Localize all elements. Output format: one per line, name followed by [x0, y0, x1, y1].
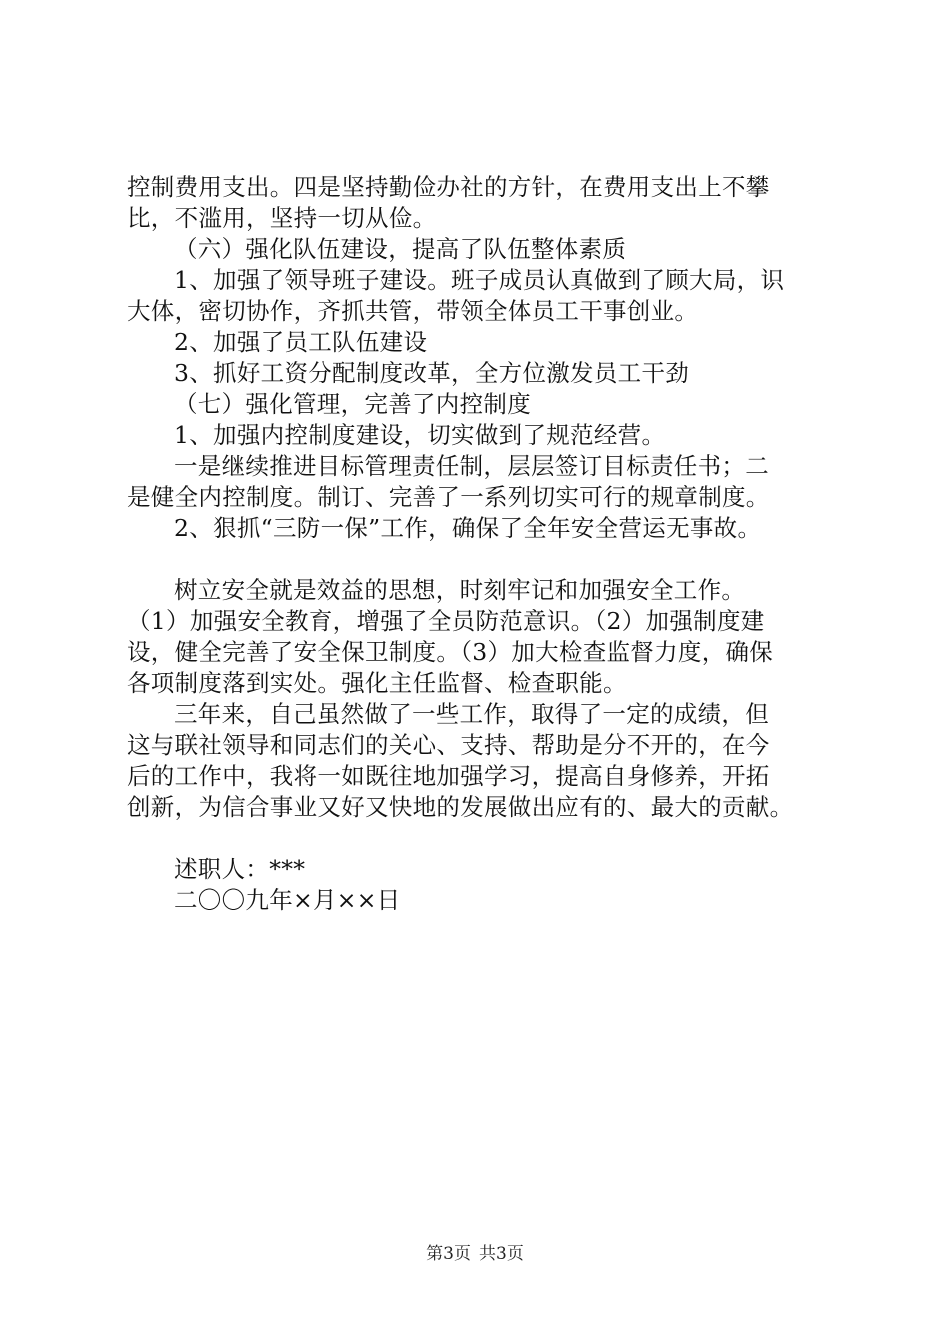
body-line: 创新，为信合事业又好又快地的发展做出应有的、最大的贡献。	[127, 793, 794, 821]
body-line: 2、狠抓“三防一保”工作，确保了全年安全营运无事故。	[174, 514, 762, 542]
paragraph-gap	[127, 544, 833, 575]
body-line: 各项制度落到实处。强化主任监督、检查职能。	[127, 669, 627, 697]
body-line: 是健全内控制度。制订、完善了一系列切实可行的规章制度。	[127, 483, 770, 511]
body-line: 3、抓好工资分配制度改革，全方位激发员工干劲	[174, 359, 690, 387]
page-number: 第3页	[426, 1244, 471, 1264]
body-line: 树立安全就是效益的思想，时刻牢记和加强安全工作。	[174, 576, 746, 604]
document-body	[127, 172, 833, 916]
page-footer	[0, 1243, 950, 1265]
body-line: 1、加强了领导班子建设。班子成员认真做到了顾大局，识	[174, 266, 785, 294]
section-heading: （六）强化队伍建设，提高了队伍整体素质	[174, 235, 627, 263]
date-line: 二〇〇九年×月××日	[174, 886, 401, 914]
section-heading: （七）强化管理，完善了内控制度	[174, 390, 531, 418]
body-line: 三年来，自己虽然做了一些工作，取得了一定的成绩，但	[174, 700, 769, 728]
page-total: 共3页	[479, 1244, 524, 1264]
body-line: 大体，密切协作，齐抓共管，带领全体员工干事创业。	[127, 297, 699, 325]
body-line: 一是继续推进目标管理责任制，层层签订目标责任书；二	[174, 452, 769, 480]
paragraph-gap	[127, 823, 833, 854]
body-line: 控制费用支出。四是坚持勤俭办社的方针，在费用支出上不攀	[127, 173, 770, 201]
body-line: 比，不滥用，坚持一切从俭。	[127, 204, 437, 232]
signature-line: 述职人：***	[174, 855, 306, 883]
body-line: 这与联社领导和同志们的关心、支持、帮助是分不开的，在今	[127, 731, 770, 759]
body-line: 设，健全完善了安全保卫制度。（3）加大检查监督力度，确保	[127, 638, 774, 666]
body-line: 1、加强内控制度建设，切实做到了规范经营。	[174, 421, 666, 449]
body-line: 后的工作中，我将一如既往地加强学习，提高自身修养，开拓	[127, 762, 770, 790]
body-line: （1）加强安全教育，增强了全员防范意识。（2）加强制度建	[127, 607, 765, 635]
body-line: 2、加强了员工队伍建设	[174, 328, 428, 356]
